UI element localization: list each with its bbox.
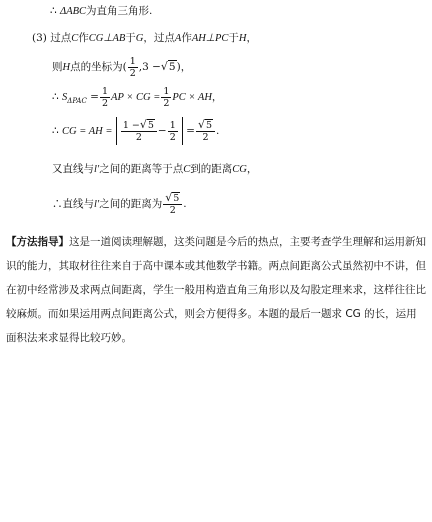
point-a: A	[174, 33, 182, 44]
sqrt-5: √5	[160, 60, 176, 73]
denominator: 2	[101, 97, 109, 109]
numerator: 1	[163, 85, 170, 97]
denominator: 2	[169, 205, 176, 216]
radicand: 5	[173, 193, 180, 204]
text: 又直线与	[52, 163, 94, 175]
triangle-abc: ΔABC	[60, 6, 87, 17]
fraction-half	[128, 56, 138, 79]
text: 于	[228, 32, 239, 44]
absolute-value	[116, 117, 183, 145]
radicand: 5	[205, 120, 212, 131]
fraction-1-minus-sqrt5	[121, 119, 157, 143]
fraction-half	[100, 86, 110, 109]
text: 1 −	[122, 120, 140, 131]
minus: −	[157, 125, 167, 137]
therefore-symbol: ∴	[52, 91, 59, 103]
equals: =	[90, 91, 99, 103]
area-subscript: ΔPAC	[67, 97, 87, 105]
period: .	[183, 198, 187, 210]
area-expr-2: PC × AH	[172, 92, 212, 103]
line-triangle	[50, 4, 152, 19]
area-symbol: S	[62, 92, 68, 103]
line-l-prime: l′	[94, 164, 100, 175]
text: 过点	[50, 32, 72, 44]
numerator	[121, 119, 157, 132]
text: ,3 −	[138, 61, 161, 73]
denominator: 2	[129, 67, 136, 79]
denominator: 2	[135, 132, 142, 143]
fraction-sqrt5-over-2	[196, 119, 215, 143]
text: 点的坐标为(	[70, 61, 127, 73]
sqrt-5: √5	[197, 118, 212, 131]
text: 之间的距离为	[99, 198, 163, 210]
text: ，	[211, 91, 223, 103]
text: 则	[52, 61, 63, 73]
equals: =	[186, 125, 195, 137]
line-distance-result	[52, 190, 187, 219]
text: 直线与	[62, 198, 94, 210]
method-text: 这是一道阅读理解题，这类问题是今后的热点，主要考查学生理解和运用新知识的能力，其取材往往来自于高中课本或其他数学书籍。两点间距离公式虽然初中不讲，但在初中经常涉及求两点间距离，学生一般用构造直角三角形以及勾股定理来求，这样往往比较麻烦。而如果运用两点间距离公式，则会方便得多。本题的最后一题求 CG 的长，运用面积法来求显得比较巧妙。	[6, 236, 426, 344]
fraction-sqrt5-over-2	[163, 192, 182, 216]
numerator	[163, 192, 182, 205]
text: 作	[78, 32, 89, 44]
numerator: 1	[129, 55, 136, 67]
sqrt-5: √5	[165, 191, 180, 204]
point-c: C	[71, 33, 79, 44]
method-guidance-paragraph	[6, 230, 426, 350]
perp-cg-ab: CG⊥AB	[88, 33, 126, 44]
numerator	[196, 119, 215, 132]
therefore-symbol: ∴	[52, 198, 63, 210]
text: 到的距离	[190, 163, 233, 175]
therefore-symbol: ∴	[52, 125, 59, 137]
sqrt-5: √5	[139, 118, 154, 131]
line1-text: 为直角三角形.	[86, 5, 153, 17]
perp-ah-pc: AH⊥PC	[191, 33, 229, 44]
point-g: G	[135, 33, 144, 44]
point-h: H	[238, 33, 247, 44]
numerator: 1	[101, 85, 109, 97]
segment-cg: CG	[232, 164, 247, 175]
line-construction	[32, 31, 257, 46]
point-c: C	[183, 164, 191, 175]
text: 于	[125, 32, 136, 44]
denominator: 2	[163, 97, 170, 109]
text: 之间的距离等于点	[99, 163, 184, 175]
denominator: 2	[169, 131, 176, 143]
text: ，	[246, 32, 257, 44]
text: ，过点	[143, 32, 175, 44]
text: 作	[181, 32, 192, 44]
text: ，	[246, 163, 258, 175]
radicand: 5	[147, 120, 154, 131]
therefore-symbol: ∴	[50, 5, 57, 17]
part-label: (3)	[32, 32, 47, 44]
line-cg-value	[52, 117, 219, 146]
line-distance-statement	[52, 162, 257, 177]
denominator: 2	[202, 132, 209, 143]
method-tag: 【方法指导】	[6, 236, 69, 248]
area-expr-1: AP × CG =	[111, 92, 161, 103]
cg-equals-ah: CG = AH =	[62, 126, 113, 137]
text: )，	[176, 61, 192, 73]
radicand: 5	[168, 61, 176, 73]
period: .	[216, 125, 220, 137]
line-area-equation	[52, 85, 222, 113]
line-h-coordinates	[52, 55, 191, 80]
point-h: H	[62, 62, 71, 73]
fraction-half	[161, 86, 171, 109]
numerator: 1	[169, 119, 176, 131]
line-l-prime: l′	[94, 199, 100, 210]
fraction-half	[168, 120, 178, 143]
